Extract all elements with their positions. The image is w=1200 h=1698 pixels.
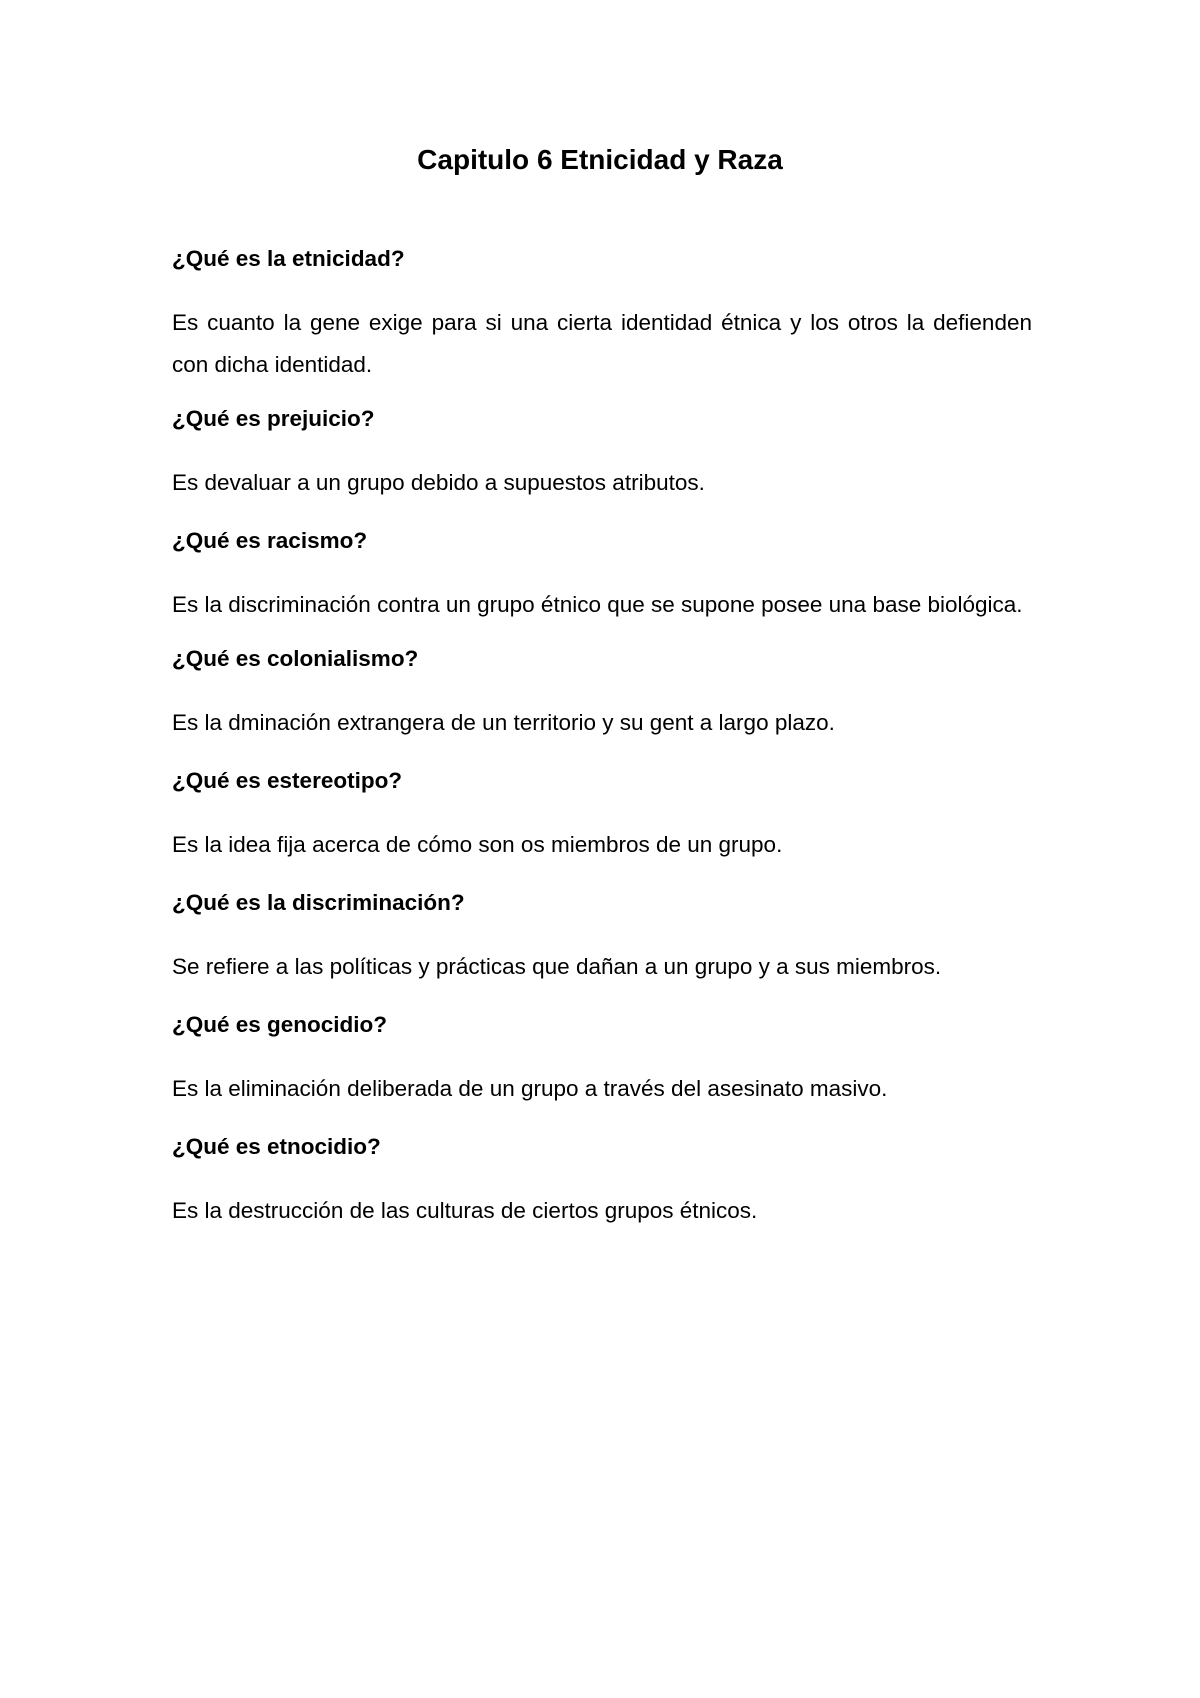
question-discriminacion: ¿Qué es la discriminación?: [172, 890, 465, 915]
question-etnocidio: ¿Qué es etnocidio?: [172, 1134, 381, 1159]
question-racismo: ¿Qué es racismo?: [172, 528, 368, 553]
answer-genocidio: Es la eliminación deliberada de un grupo a través del asesinato masivo.: [172, 1076, 888, 1101]
answer-colonialismo: Es la dminación extrangera de un territorio y su gent a largo plazo.: [172, 710, 835, 735]
answer-etnocidio: Es la destrucción de las culturas de ciertos grupos étnicos.: [172, 1198, 758, 1223]
document-title: Capitulo 6 Etnicidad y Raza: [417, 144, 783, 175]
qa-list: [172, 245, 1032, 1255]
answer-etnicidad: Es cuanto la gene exige para si una cierta identidad étnica y los otros la defienden con dicha identidad.: [172, 310, 1032, 377]
answer-racismo: Es la discriminación contra un grupo étnico que se supone posee una base biológica.: [172, 592, 1023, 617]
question-prejuicio: ¿Qué es prejuicio?: [172, 406, 375, 431]
answer-prejuicio: Es devaluar a un grupo debido a supuestos atributos.: [172, 470, 705, 495]
answer-discriminacion: Se refiere a las políticas y prácticas que dañan a un grupo y a sus miembros.: [172, 954, 942, 979]
question-genocidio: ¿Qué es genocidio?: [172, 1012, 388, 1037]
question-estereotipo: ¿Qué es estereotipo?: [172, 768, 403, 793]
answer-estereotipo: Es la idea fija acerca de cómo son os miembros de un grupo.: [172, 832, 783, 857]
question-colonialismo: ¿Qué es colonialismo?: [172, 646, 419, 671]
question-etnicidad: ¿Qué es la etnicidad?: [172, 246, 405, 271]
